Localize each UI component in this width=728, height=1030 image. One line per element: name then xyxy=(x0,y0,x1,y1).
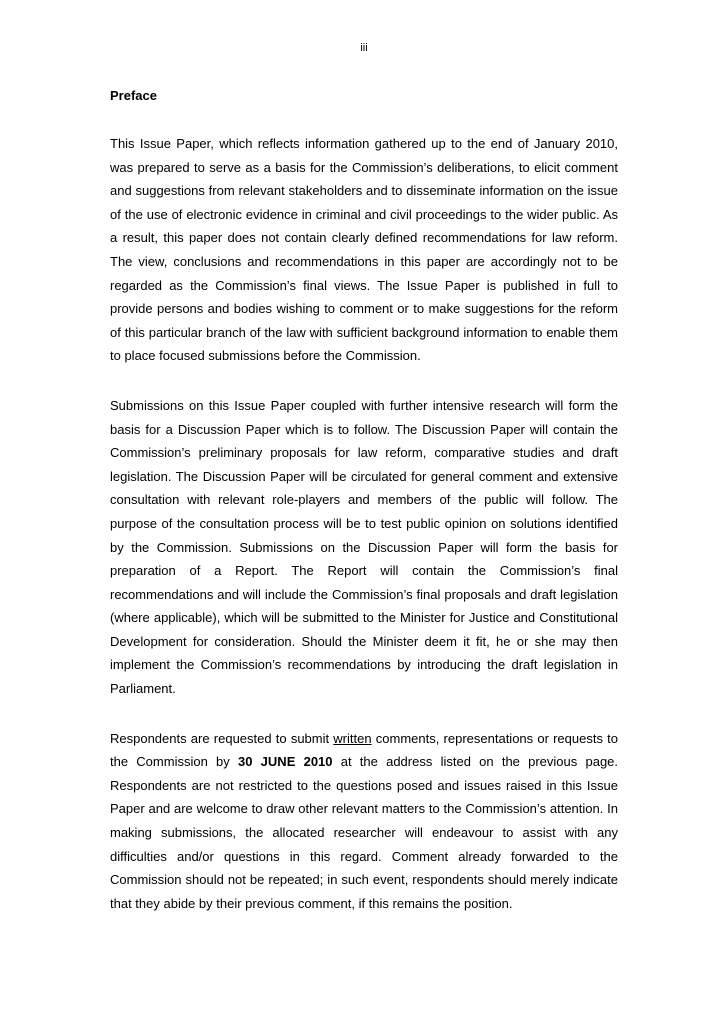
paragraph-3 xyxy=(110,727,618,916)
paragraph-3-text-b: comments, representations or requests to the Commission by xyxy=(110,730,618,770)
page-number: iii xyxy=(360,42,368,54)
paragraph-3-text-c: at the address listed on the previous page. Respondents are not restricted to the questions posed and issues raised in this Issue Paper and are welcome to draw other relevant matters to the Commission’s attention. In making submissions, the allocated researcher will endeavour to assist with any difficulties and/or questions in this regard. Comment already forwarded to the Commission should not be repeated; in such event, respondents should merely indicate that they abide by their previous comment, if this remains the position. xyxy=(110,754,619,911)
paragraph-1: This Issue Paper, which reflects information gathered up to the end of January 2010, was prepared to serve as a basis for the Commission’s deliberations, to elicit comment and suggestions from relevant stakeholders and to disseminate information on the issue of the use of electronic evidence in criminal and civil proceedings to the wider public. As a result, this paper does not contain clearly defined recommendations for law reform. The view, conclusions and recommendations in this paper are accordingly not to be regarded as the Commission’s final views. The Issue Paper is published in full to provide persons and bodies wishing to comment or to make suggestions for the reform of this particular branch of the law with sufficient background information to enable them to place focused submissions before the Commission. xyxy=(110,136,618,364)
section-heading: Preface xyxy=(110,88,157,103)
paragraph-2: Submissions on this Issue Paper coupled with further intensive research will form the basis for a Discussion Paper which is to follow. The Discussion Paper will contain the Commission’s preliminary proposals for law reform, comparative studies and draft legislation. The Discussion Paper will be circulated for general comment and extensive consultation with relevant role-players and members of the public will follow. The purpose of the consultation process will be to test public opinion on solutions identified by the Commission. Submissions on the Discussion Paper will form the basis for preparation of a Report. The Report will contain the Commission’s final recommendations and will include the Commission’s final proposals and draft legislation (where applicable), which will be submitted to the Minister for Justice and Constitutional Development for consideration. Should the Minister deem it fit, he or she may then implement the Commission’s recommendations by introducing the draft legislation in Parliament. xyxy=(110,397,618,697)
paragraph-3-text-a: Respondents are requested to submit xyxy=(110,730,334,746)
deadline-date: 30 JUNE 2010 xyxy=(238,754,333,770)
underlined-word-written: written xyxy=(333,730,372,746)
preface-section xyxy=(110,86,618,941)
